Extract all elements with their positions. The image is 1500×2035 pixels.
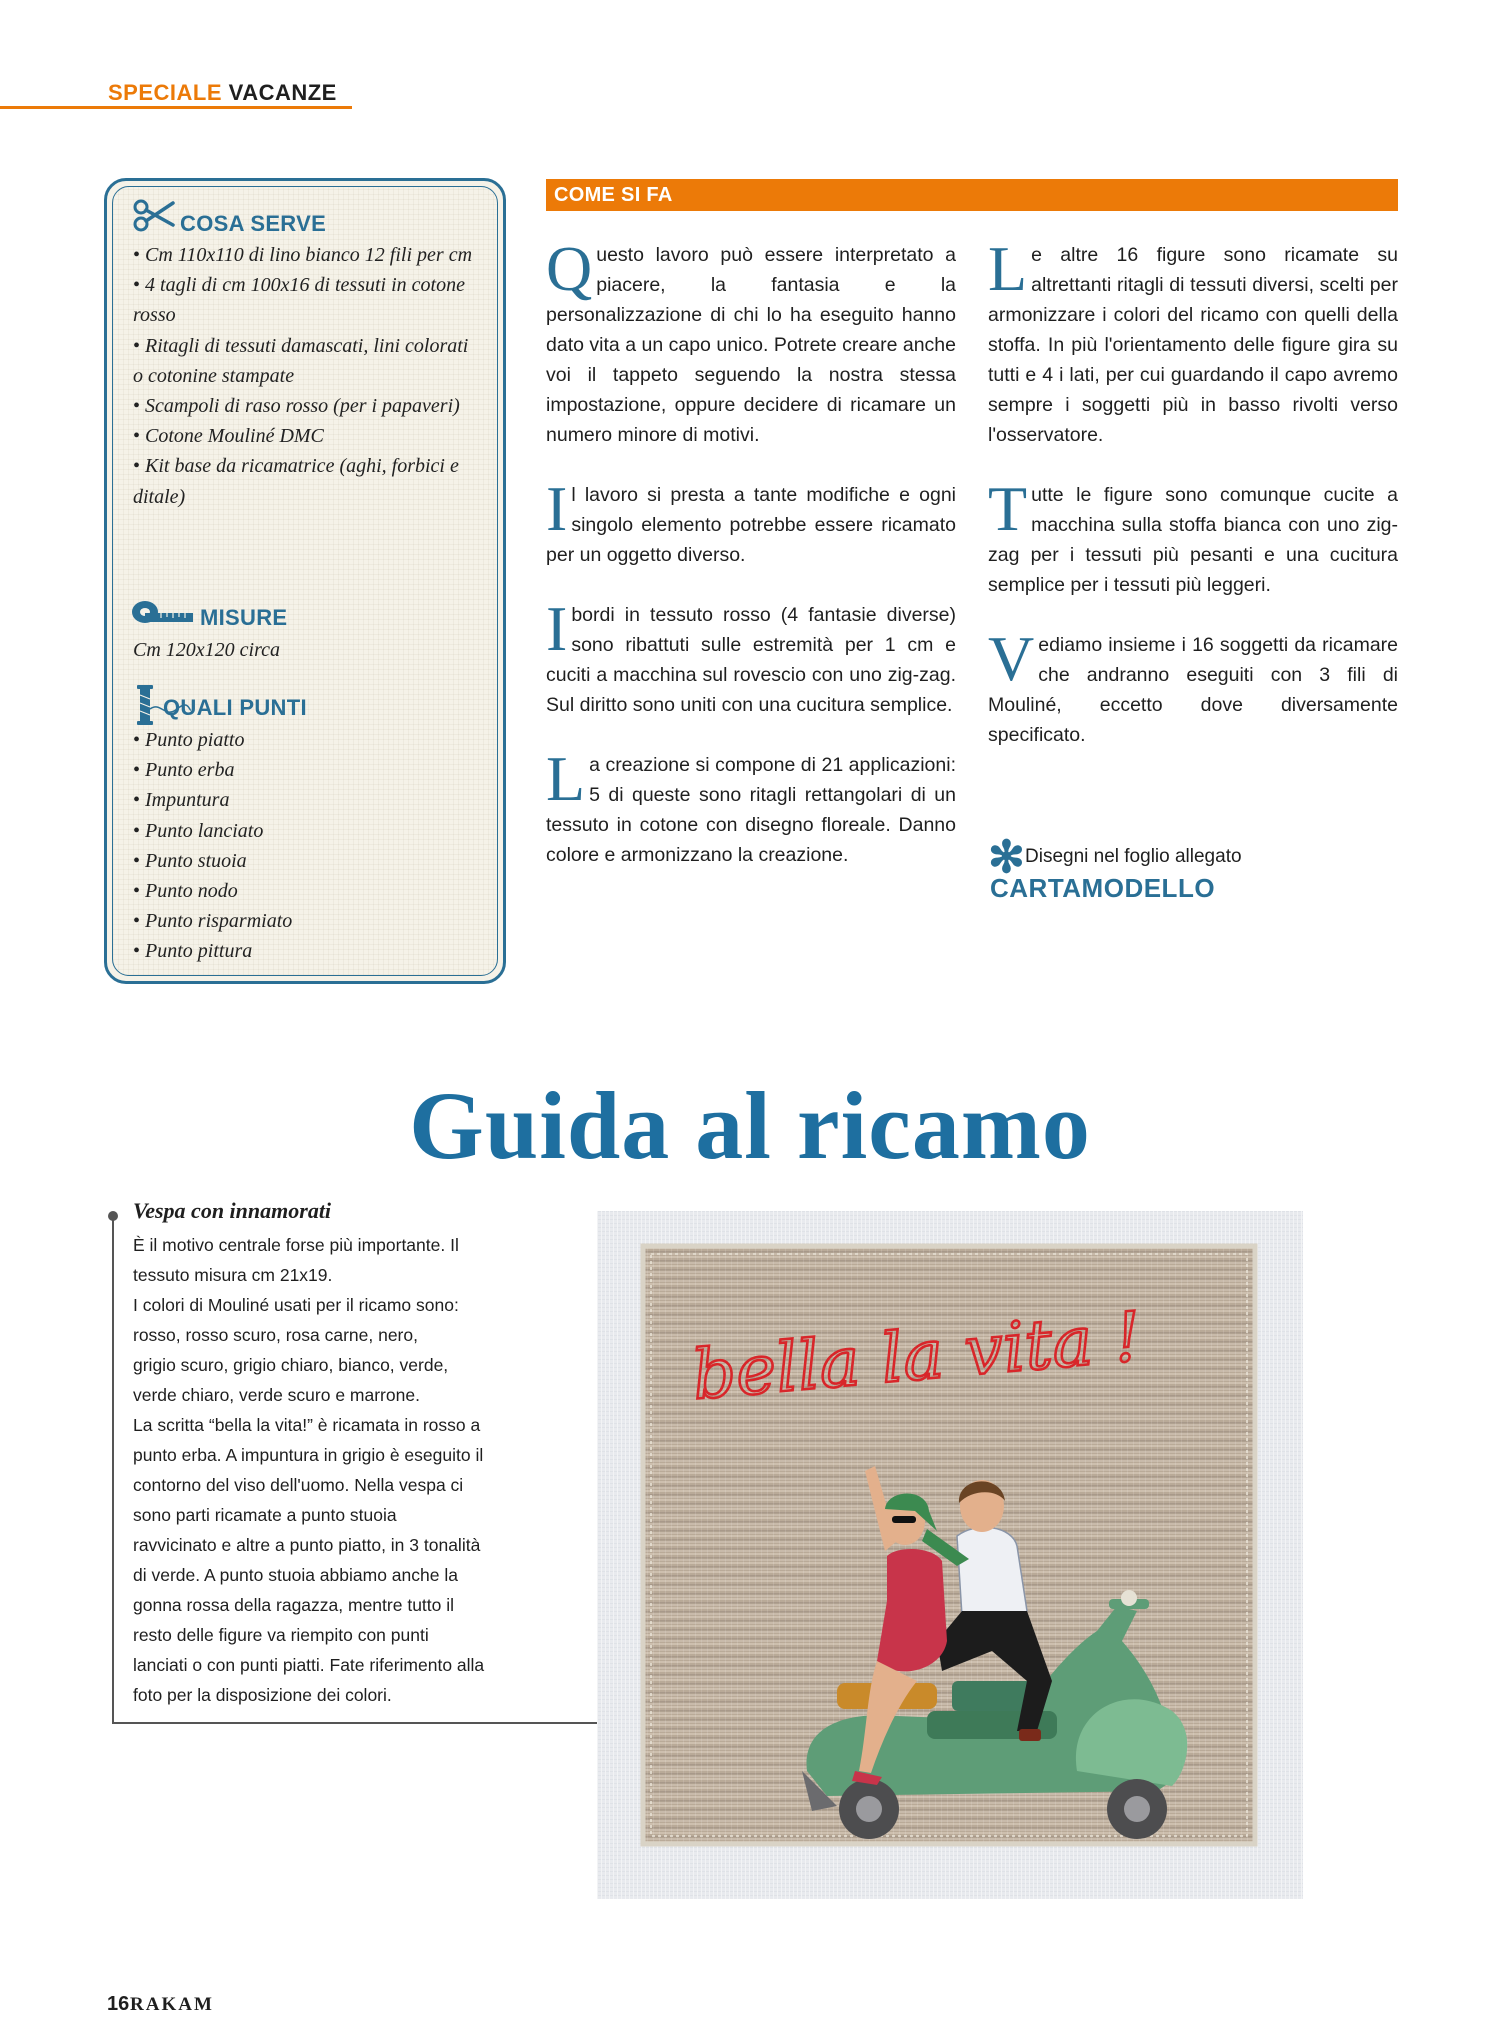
paragraph-text: utte le figure sono comunque cucite a macchina sulla stoffa bianca con uno zig-zag per i tessuti più pesanti e una cucitura semplice per i tessuti più leggeri. [988, 484, 1398, 596]
tape-measure-icon [131, 599, 195, 625]
drop-cap: T [988, 473, 1028, 544]
caption-line: punto erba. A impuntura in grigio è eseguito il [133, 1445, 484, 1465]
quali-punti-title: QUALI PUNTI [163, 695, 307, 720]
caption-line: di verde. A punto stuoia abbiamo anche la [133, 1565, 458, 1585]
drop-cap: I [546, 473, 568, 544]
paragraph-text: l lavoro si presta a tante modifiche e ogni singolo elemento potrebbe essere ricamato per un oggetto diverso. [546, 484, 956, 566]
drop-cap: Q [546, 233, 593, 304]
paragraph-text: e altre 16 figure sono ricamate su altrettanti ritagli di tessuti diversi, scelti per armonizzare i colori del ricamo con quelli della stoffa. In più l'orientamento delle figure gira su tutti e 4 i lati, per cui guardando il capo avremo sempre i soggetti più in basso rivolti verso l'osservatore. [988, 244, 1398, 446]
asterisk-icon: ✻ [988, 833, 1025, 882]
list-item: • Punto lanciato [133, 816, 473, 846]
drop-cap: I [546, 593, 568, 664]
magazine-name: RAKAM [130, 1994, 214, 2015]
embroidery-photo [597, 1211, 1303, 1899]
caption-line: È il motivo centrale forse più importante. Il [133, 1235, 459, 1255]
misure-value: Cm 120x120 circa [133, 639, 281, 661]
drop-cap: L [988, 233, 1028, 304]
caption-line: ravvicinato e altre a punto piatto, in 3 tonalità [133, 1535, 481, 1555]
caption-line: I colori di Mouliné usati per il ricamo sono: [133, 1295, 459, 1315]
paragraph-text: bordi in tessuto rosso (4 fantasie diverse) sono ribattuti sulle estremità per 1 cm e cuciti a macchina sul rovescio con uno zig-zag. Sul diritto sono uniti con una cucitura semplice. [546, 604, 956, 716]
list-item: • Punto nodo [133, 876, 473, 906]
section-header [108, 80, 337, 106]
header-rule [0, 106, 352, 109]
paragraph [988, 473, 1398, 600]
materials-box [104, 178, 506, 984]
list-item: • Scampoli di raso rosso (per i papaveri) [133, 391, 473, 421]
caption-line: sono parti ricamate a punto stuoia [133, 1505, 397, 1525]
paragraph [988, 623, 1398, 750]
caption-line: resto delle figure va riempito con punti [133, 1625, 429, 1645]
come-si-fa-title: COME SI FA [554, 184, 673, 206]
paragraph [546, 593, 956, 720]
caption-leader-line [112, 1216, 114, 1723]
list-item: • Punto risparmiato [133, 906, 473, 936]
caption-line: lanciati o con punti piatti. Fate riferimento alla [133, 1655, 485, 1675]
vespa-embroidery-illustration [597, 1211, 1303, 1899]
page-headline: Guida al ricamo [409, 1072, 1091, 1179]
list-item: • Ritagli di tessuti damascati, lini colorati o cotonine stampate [133, 331, 473, 391]
caption-line: La scritta “bella la vita!” è ricamata in rosso a [133, 1415, 481, 1435]
list-item: • Impuntura [133, 785, 473, 815]
caption-line: rosso, rosso scuro, rosa carne, nero, [133, 1325, 418, 1345]
drop-cap: V [988, 623, 1035, 694]
paragraph [546, 473, 956, 570]
text-column-2 [988, 233, 1398, 780]
caption-line: contorno del viso dell'uomo. Nella vespa ci [133, 1475, 464, 1495]
list-item: • Cotone Mouliné DMC [133, 421, 473, 451]
list-item: • Punto stuoia [133, 846, 473, 876]
caption-title: Vespa con innamorati [133, 1198, 332, 1223]
caption-line: foto per la disposizione dei colori. [133, 1685, 392, 1705]
text-column-1 [546, 233, 956, 900]
list-item: • Punto pittura [133, 936, 473, 966]
list-item: • Cm 110x110 di lino bianco 12 fili per cm [133, 240, 473, 270]
paragraph-text: uesto lavoro può essere interpretato a piacere, la fantasia e la personalizzazione di chi lo ha eseguito hanno dato vita a un capo unico. Potrete creare anche voi il tappeto seguendo la nostra stessa impostazione, oppure decidere di ricamare un numero minore di motivi. [546, 244, 956, 446]
misure-title: MISURE [200, 605, 288, 630]
paragraph [546, 743, 956, 870]
caption-line: verde chiaro, verde scuro e marrone. [133, 1385, 420, 1405]
paragraph [988, 233, 1398, 450]
caption-leader-dot [108, 1211, 118, 1221]
header-word-vacanze: VACANZE [228, 80, 337, 105]
cartamodello-title: CARTAMODELLO [990, 873, 1216, 903]
list-item: • Punto erba [133, 755, 473, 785]
cosa-serve-title: COSA SERVE [180, 211, 327, 236]
caption-body [133, 1230, 503, 1710]
cartamodello-note: Disegni nel foglio allegato [1025, 846, 1242, 867]
scissors-icon [133, 197, 177, 233]
caption-line: tessuto misura cm 21x19. [133, 1265, 333, 1285]
drop-cap: L [546, 743, 586, 814]
materials-box-inner [112, 186, 498, 976]
caption-line: grigio scuro, grigio chiaro, bianco, verde, [133, 1355, 449, 1375]
list-item: • Punto piatto [133, 725, 473, 755]
cosa-serve-list [133, 240, 473, 512]
embroidered-script: bella la vita ! [689, 1297, 1145, 1416]
paragraph [546, 233, 956, 450]
page-number: 16 [107, 1993, 130, 2015]
paragraph-text: a creazione si compone di 21 applicazioni: 5 di queste sono ritagli rettangolari di un tessuto in cotone con disegno floreale. Danno colore e armonizzano la creazione. [546, 754, 956, 866]
quali-punti-list [133, 725, 473, 967]
header-word-speciale: SPECIALE [108, 80, 223, 105]
caption-line: gonna rossa della ragazza, mentre tutto il [133, 1595, 455, 1615]
paragraph-text: ediamo insieme i 16 soggetti da ricamare che andranno eseguiti con 3 fili di Mouliné, eccetto dove diversamente specificato. [988, 634, 1398, 746]
list-item: • 4 tagli di cm 100x16 di tessuti in cotone rosso [133, 270, 473, 330]
list-item: • Kit base da ricamatrice (aghi, forbici e ditale) [133, 451, 473, 511]
come-si-fa-bar [546, 179, 1398, 211]
